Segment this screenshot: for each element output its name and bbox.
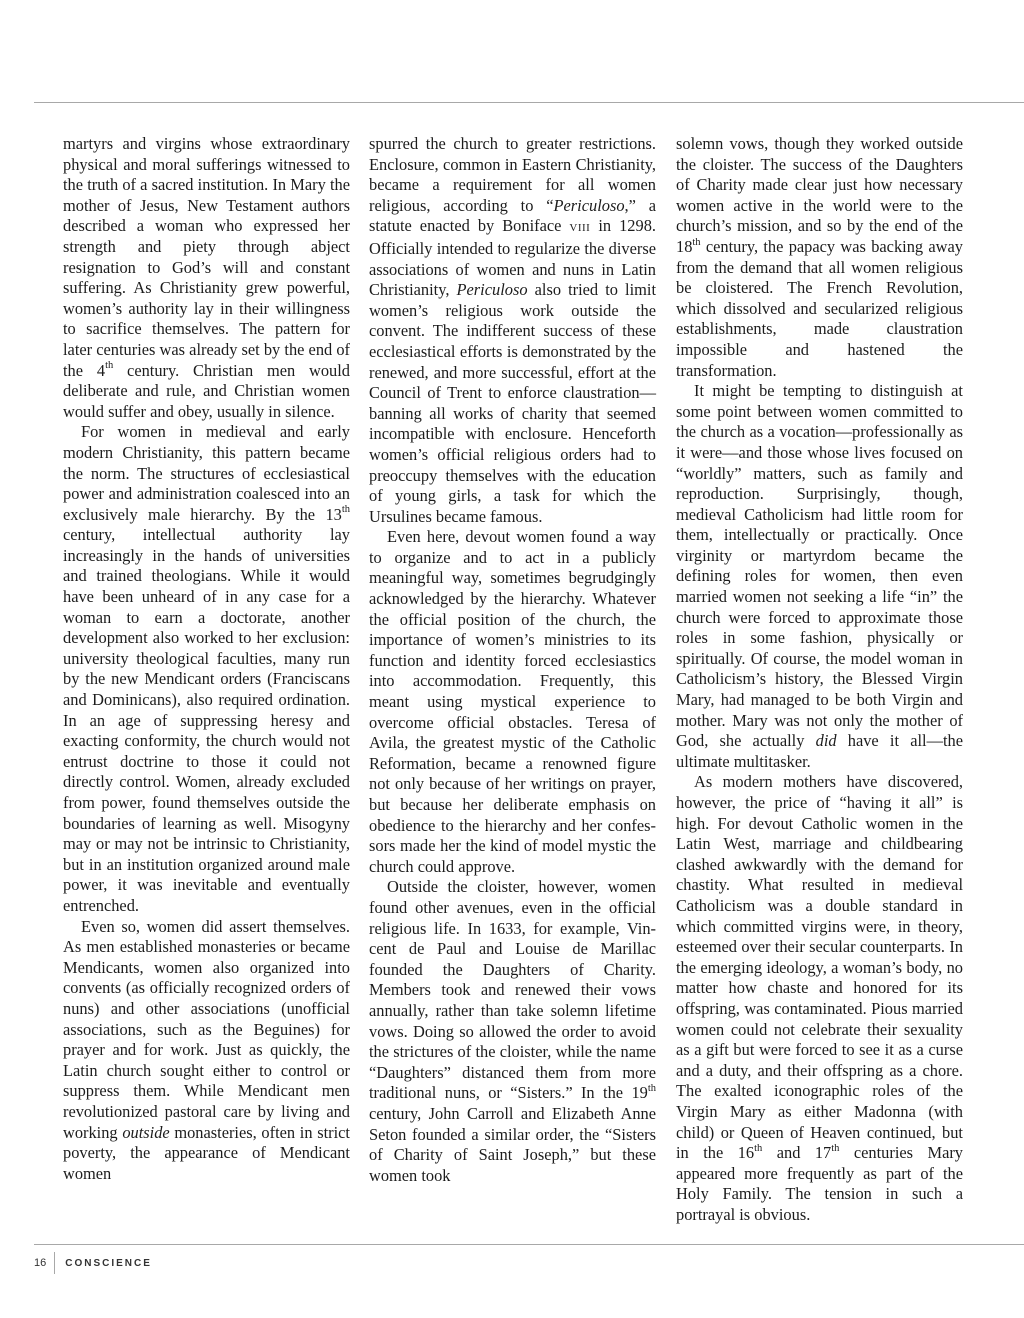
paragraph: For women in medieval and early modern Christianity, this pattern became the norm. The structures of ecclesiastical power and administration coalesced into an exclusively male hierarchy. By the 13th century, intellectual authority lay increasingly in the hands of universities and trained theologians. While it would have been unheard of in any case for a woman to earn a doctorate, another development also worked to her exclusion: university theological faculties, many run by the new Mendicant orders (Franciscans and Dominicans), also required ordination. In an age of suppressing heresy and exacting conformity, the church would not entrust doctrine to those it could not directly control. Women, already excluded from power, found themselves outside the boundaries of learning as well. Misogyny may or may not be intrinsic to Christianity, but in an institution organized around male power, it was inevitable and eventually entrenched. xyxy=(63,422,350,915)
text-column-1 xyxy=(63,134,350,1184)
page-footer xyxy=(34,1252,152,1274)
text-column-2 xyxy=(369,134,656,1186)
footer-rule xyxy=(34,1244,1024,1245)
paragraph: martyrs and virgins whose extraordinary physical and moral sufferings witnessed to the truth of a sacred institution. In Mary the mother of Jesus, New Testament authors described a woman who expressed her strength and piety through abject resignation to God’s will and constant suffering. As Christianity grew powerful, women’s authority lay in their willingness to sacrifice themselves. The pattern for later centuries was already set by the end of the 4th century. Christian men would deliberate and rule, and Christian women would suffer and obey, usually in silence. xyxy=(63,134,350,421)
header-rule xyxy=(34,102,1024,103)
paragraph: Outside the cloister, however, women found other avenues, even in the official religious life. In 1633, for example, Vincent de Paul and Louise de Marillac founded the Daughters of Charity. Members took and renewed their vows annually, rather than take solemn lifetime vows. Doing so allowed the order to avoid the strictures of the cloister, while the name “Daughters” distanced them from more traditional nuns, or “Sisters.” In the 19th century, John Carroll and Elizabeth Anne Seton founded a similar order, the “Sisters of Charity of Saint Joseph,” but these women took xyxy=(369,877,656,1185)
paragraph: spurred the church to greater restrictions. Enclosure, common in Eastern Christianity, became a requirement for all women religious, according to “Periculoso,” a statute enacted by Boniface VIII in 1298. Officially intended to regularize the diverse associations of women and nuns in Latin Christianity, Periculoso also tried to limit women’s religious work outside the convent. The indifferent success of these ecclesiastical efforts is demonstrated by the renewed, and more successful, effort at the Council of Trent to enforce claustration—banning all works of charity that seemed incompatible with enclosure. Henceforth women’s official religious orders had to preoccupy themselves with the education of young girls, a task for which the Ursulines became famous. xyxy=(369,134,656,526)
paragraph: Even here, devout women found a way to organize and to act in a publicly meaningful way, sometimes begrudgingly acknowledged by the hierarchy. Whatever the official position of the church, the importance of women’s ministries to its function and identity forced ecclesiastics into accommodation. Frequently, this meant using mystical experience to overcome official obstacles. Teresa of Avila, the greatest mystic of the Catholic Reformation, became a renowned figure not only because of her writings on prayer, but because her deliberate emphasis on obedience to the hierarchy and her confessors made her the kind of model mystic the church could approve. xyxy=(369,527,656,876)
magazine-name: CONSCIENCE xyxy=(65,1257,152,1269)
paragraph: Even so, women did assert themselves. As men established monasteries or became Mendicants, women also organized into convents (as officially recognized orders of nuns) and other associations (unofficial associations, such as the Beguines) for prayer and for work. Just as quickly, the Latin church sought either to control or suppress them. While Mendicant men revolutionized pastoral care by living and working outside monasteries, often in strict poverty, the appearance of Mendicant women xyxy=(63,916,350,1183)
paragraph: solemn vows, though they worked outside the cloister. The success of the Daughters of Charity made clear just how necessary women active in the world were to the church’s mission, and so by the end of the 18th century, the papacy was backing away from the demand that all women religious be cloistered. The French Revolution, which dissolved and secularized religious establishments, made claustration impossible and hastened the transformation. xyxy=(676,134,963,380)
paragraph: As modern mothers have discovered, however, the price of “having it all” is high. For devout Catholic women in the Latin West, marriage and childbearing clashed awkwardly with the demand for chastity. What resulted in medieval Catholicism was a double standard in which committed virgins were, in theory, esteemed over their secular counterparts. In the emerging ideology, a woman’s body, no matter how chaste and honored for its offspring, was contaminated. Pious married women could not celebrate their sexuality as a gift but were forced to see it as a curse and a duty, and their offspring as a chore. The exalted iconographic roles of the Virgin Mary as either Madonna (with child) or Queen of Heaven continued, but in the 16th and 17th centuries Mary appeared more frequently as part of the Holy Family. The tension in such a portrayal is obvious. xyxy=(676,772,964,1224)
footer-divider xyxy=(54,1252,55,1274)
text-column-3 xyxy=(676,134,963,1225)
page-number: 16 xyxy=(34,1257,47,1269)
paragraph: It might be tempting to distinguish at some point between women committed to the church as a vocation—professionally as it were—and those whose lives focused on “worldly” matters, such as family and reproduction. Surprisingly, though, medieval Catholicism had little room for them, intellectually or practically. Once virginity or martyrdom became the defining roles for women, then even married women not seeking a life “in” the church were forced to approximate those roles in some fashion, physically or spiritually. Of course, the model woman in Catholicism’s history, the Blessed Virgin Mary, had managed to be both Virgin and mother. Mary was not only the mother of God, she actually did have it all—the ultimate multitasker. xyxy=(676,381,963,771)
